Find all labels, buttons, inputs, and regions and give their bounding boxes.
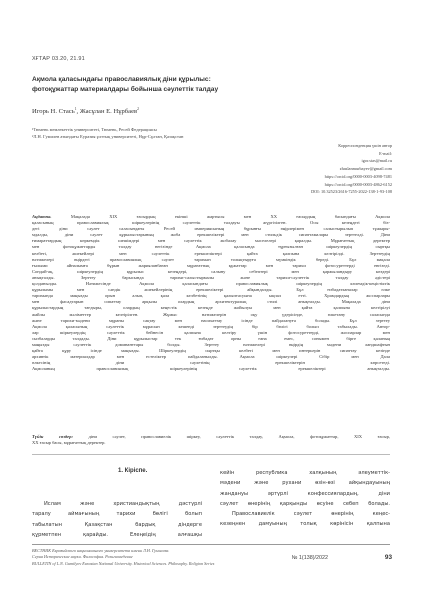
irsti-code: ХҒТАР 03.20, 21.91	[32, 56, 85, 62]
abstract-line: Аңдатпа. Мақалада XIX ғасырдың екінші жартысы мен XX ғасырдың басындағы Ақмола	[32, 214, 390, 219]
abstract-line: құрылыстардың тағдыры, олардың кеңестік кезеңде жойылуы мен қайта қалпына келтірілуі	[32, 305, 390, 311]
body-line: Ислам және христиандықтың дәстүрлі	[44, 501, 202, 507]
affiliation-1: ¹Тюмень мемлекеттік университеті, Тюмень, Ресей Федерациясы	[32, 127, 157, 132]
body-line: жандануы әртүрлі конфессиялардың, діни	[220, 490, 390, 497]
body-line: табылатын Қазақстан бардық діндерге	[32, 521, 202, 528]
abstract-line: мен фасадтарын сипаттау арқылы олардың архитектуралық стилі анықталды. Мақалада діни	[32, 299, 390, 305]
corresponding-author-label: Корреспонденция үшін автор	[338, 143, 392, 148]
abstract-line: лар шіркеулердің сәулеттік бейнесін қалпына келтіру үшін фотосуреттерді, жоспарлар мен	[32, 329, 390, 335]
abstract-line: қаласының православиялық шіркеулерінің сәулеттік талдауы жүргізілген. Осы кезеңдегі біз-	[32, 220, 390, 226]
abstract-line: Сондай-ақ, шіркеулердің құрылыс кезеңдері, салыну себептері мен қаржыландыру көздері	[32, 268, 390, 274]
affiliation-2: ²Л.Н. Гумилев атындағы Еуразия ұлттық университеті, Нұр-Сұлтан, Қазақстан	[32, 134, 184, 139]
abstract-line: анықталды. Зерттеу барысында тарихи-салыстырмалы және тарихи-сәулеттік талдау әдістері	[32, 274, 390, 280]
journal-footer	[32, 548, 214, 567]
author-separator: ,	[76, 108, 80, 116]
abstract-line: құрылымы мен сәндік әшекейлерінің ерекшеліктері айқындалды. Бұл ғибадатханалар өлке	[32, 287, 390, 293]
abstract-line: нәтижелері өңірдегі православиялық сәулет тарихын толықтыруға мүмкіндік береді. Бұл мақала	[32, 256, 390, 262]
keywords-line: Түйін сөздер: діни сәулет, православиелік шіркеу, сәулеттік талдау, Ақмола, фотоқұжаттар, XIX ғасыр,	[32, 434, 390, 439]
abstract-line: ғимараттардың көркемдік шешімдері мен сәулеттік жобалау мәселелері қаралды. Мұрағаттық деректер	[32, 238, 390, 244]
body-line: кезеңнен дамуының толық көрінісін қалпына	[220, 521, 390, 528]
journal-name-en: BULLETIN of L.N. Gumilyov Eurasian National University. Historical Sciences. Philosophy. Religion Series	[32, 560, 215, 566]
abstract	[32, 214, 390, 379]
body-line: Православиелік сәулет өнерінің кеңес-	[232, 511, 390, 518]
author-2-affil-mark: 2	[137, 107, 139, 111]
author-1-affil-mark: 1	[74, 107, 77, 111]
email-label: E-mail:	[379, 150, 392, 156]
authors	[32, 107, 139, 115]
footer-divider	[32, 544, 390, 545]
intro-right-column	[220, 468, 390, 530]
keywords-line: XX ғасыр басы, мұрағаттық деректер.	[32, 440, 106, 446]
orcid-2[interactable]: https://orcid.org/0000-0003-4862-6152	[324, 181, 392, 187]
abstract-line: келбеті, әшекейлері мен сәулеттік ерекшеліктері қайта қалпына келтірілді. Зерттеудің	[32, 250, 390, 256]
abstract-line: мен фотоқұжаттарды талдау негізінде Ақмола қаласында тұрғызылған шіркеулердің сыртқы	[32, 244, 390, 250]
keywords-label: Түйін сөздер:	[32, 434, 73, 439]
email-1[interactable]: igor.stas@mail.ru	[361, 158, 392, 164]
abstract-line: сызбаларды талдады. Діни құрылыстар тек ғибадат орны ғана емес, сонымен бірге қаланың	[32, 335, 390, 341]
title-line-1: Ақмола қаласындағы православиялық діни құрылыс:	[32, 76, 211, 83]
doi[interactable]: DOI: 10.32523/2616-7255-2022-138-1-93-108	[311, 189, 392, 195]
abstract-line: архивтік материалдар мен естеліктер пайдаланылды. Ақмола шіркеулері Сібір мен Дала	[32, 354, 390, 360]
body-line: сәулет өнерінің қарқынды өсуіне себеп болады.	[220, 500, 390, 507]
abstract-line: жайлы мәліметтер келтірілген. Жұмыс нәтижелерін оқу үдерісінде, өлкетану саласында	[32, 311, 390, 317]
journal-series-ru: Серия Исторические науки. Философия. Религиоведение	[32, 554, 133, 560]
orcid-1[interactable]: https://orcid.org/0000-0003-4098-7481	[324, 173, 392, 179]
intro-left-column	[32, 499, 202, 540]
abstract-line: маңызды сәулеттік доминанттары болды. Зерттеу нәтижелері өңірдің мәдени ландшафтын	[32, 341, 390, 347]
section-heading: 1. Кіріспе.	[118, 468, 148, 474]
body-line: мәдени және рухани өзін-өзі айқындауының	[220, 480, 390, 487]
abstract-line	[32, 372, 390, 378]
author-2: Жасұлан Е. Нұрбаев	[79, 108, 138, 116]
journal-name-ru: ВЕСТНИК Евразийского национального университета имени Л.Н. Гумилева.	[32, 548, 170, 553]
affiliations	[32, 126, 183, 140]
abstract-line: қолданылды. Нәтижесінде Ақмола қаласындағы православиялық шіркеулердің көлемдік-кеңістіктік	[32, 281, 390, 287]
body-line: құрметпен қарайды. Елеңеідің алғашқы	[32, 531, 202, 538]
title-line-2: фотоқұжаттар материалдары бойынша сәулеттік талдау	[32, 86, 219, 93]
contact-block	[311, 142, 392, 196]
article-title	[32, 75, 332, 95]
abstract-line: дегі діни сәулет саласындағы Ресей империясының бұрынғы өңірлерімен салыстырылып тұжыры-	[32, 226, 390, 232]
issue-number: № 1(138)/2022	[291, 555, 328, 561]
author-1: Игорь Н. Стась	[32, 108, 75, 116]
abstract-line: ғылыми айналымға бұрын жарияланбаған мұрағаттық құжаттар мен тарихи фотосуреттерді енгізеді.	[32, 262, 390, 268]
body-line: таралу аймағының тарихи бөлігі болып	[32, 511, 202, 518]
abstract-line: Ақмола қаласының сәулеттік мұрасын кешенді зерттеудің бір бөлігі болып табылады. Автор-	[32, 323, 390, 329]
email-2[interactable]: zhaslanmurbayev@gmail.com	[339, 166, 392, 172]
abstract-line: тарихында маңызды орын алып, қала келбетінің қалыптасуына ықпал етті. Храмдардың жоспарлары	[32, 293, 390, 299]
page-number: 93	[384, 554, 392, 561]
keywords	[32, 434, 390, 446]
abstract-label: Аңдатпа.	[32, 214, 52, 219]
abstract-line: қайта құру ісінде маңызды. Шіркеулердің сыртқы келбеті мен интерьерін сипаттау кезінде	[32, 348, 390, 354]
abstract-line: және тарихи-мәдени мұраны сақтау мен насихаттау ісінде пайдалануға болады. Бұл зерттеу	[32, 317, 390, 323]
abstract-line: Ақмоланың православиялық шіркеулерінің сәулеттік ерекшеліктері анықталды.	[32, 366, 390, 372]
body-line: кейін республика халқының әлеуметтік-	[220, 470, 390, 476]
abstract-line: мдалды, діни сәулет құрылыстарының жоба ерекшеліктері мен стильдік сипаттамалары зерттелді. Діни	[32, 232, 390, 238]
abstract-line: өлкесінің діни сәулетінің ерекшеліктерін көрсетеді.	[32, 360, 390, 366]
section-divider	[32, 454, 390, 455]
